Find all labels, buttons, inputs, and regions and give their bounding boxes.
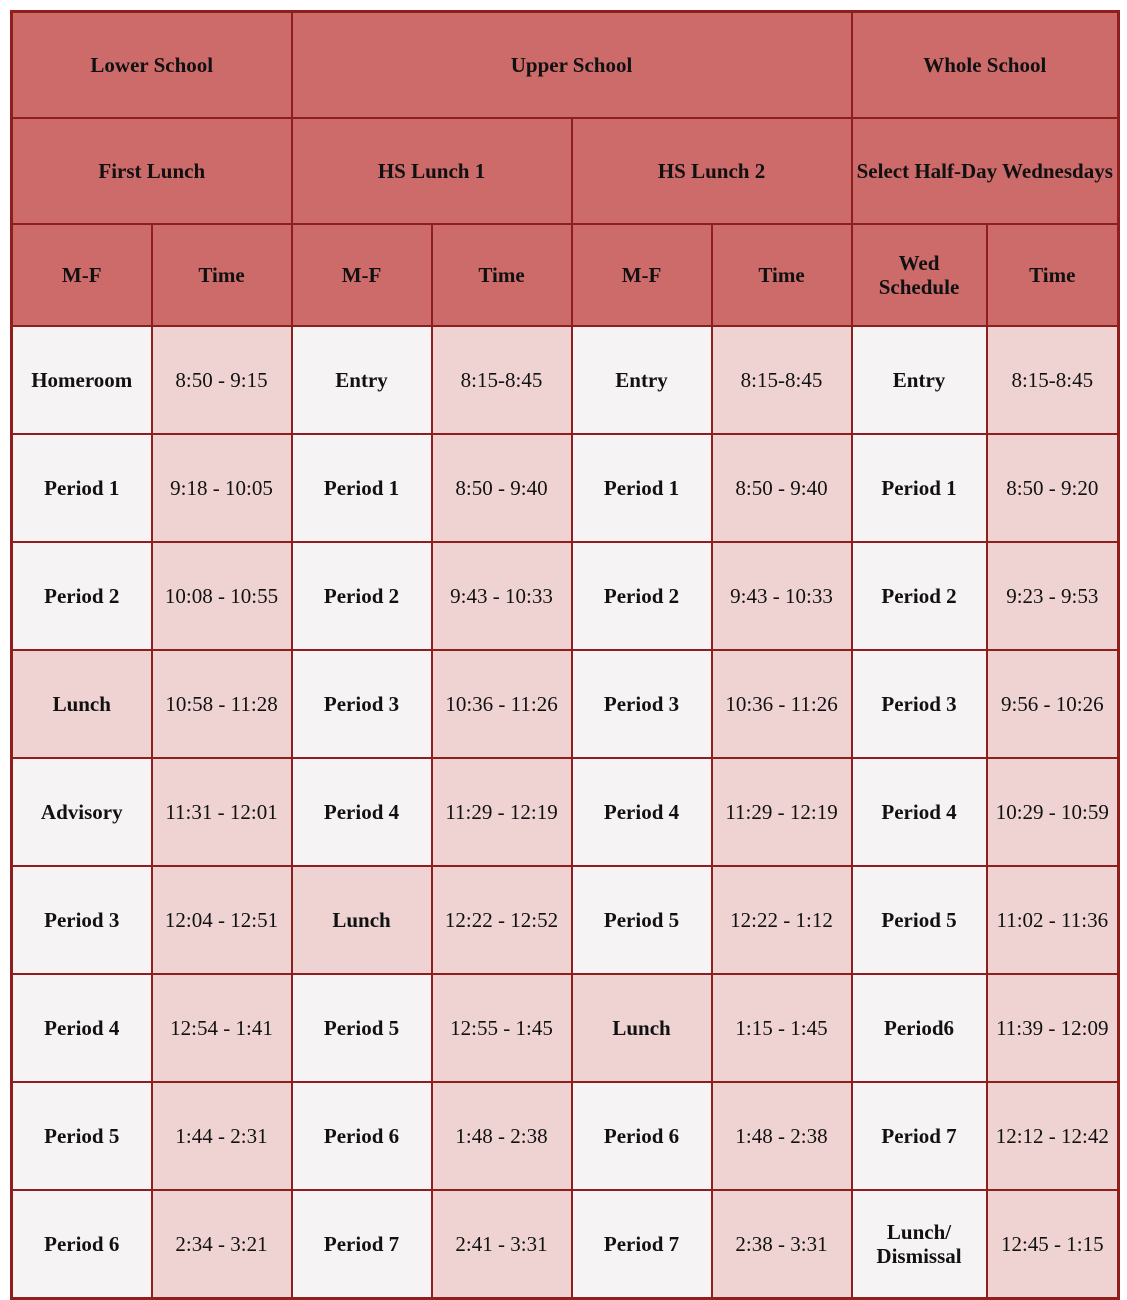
cell-r7c0: Period 5 [12,1082,152,1190]
cell-r3c5: 10:36 - 11:26 [712,650,852,758]
cell-r6c0: Period 4 [12,974,152,1082]
cell-r4c1: 11:31 - 12:01 [152,758,292,866]
cell-r5c5: 12:22 - 1:12 [712,866,852,974]
cell-r2c6: Period 2 [852,542,987,650]
cell-r3c2: Period 3 [292,650,432,758]
cell-r6c3: 12:55 - 1:45 [432,974,572,1082]
cell-r2c0: Period 2 [12,542,152,650]
column-header-6: Wed Schedule [852,224,987,326]
column-header-0: M-F [12,224,152,326]
cell-r5c3: 12:22 - 12:52 [432,866,572,974]
cell-r4c3: 11:29 - 12:19 [432,758,572,866]
cell-r0c1: 8:50 - 9:15 [152,326,292,434]
cell-r2c4: Period 2 [572,542,712,650]
cell-r1c6: Period 1 [852,434,987,542]
column-header-2: M-F [292,224,432,326]
cell-r1c3: 8:50 - 9:40 [432,434,572,542]
table-row [12,650,1119,758]
table-row [12,758,1119,866]
cell-r0c7: 8:15-8:45 [987,326,1119,434]
cell-r7c5: 1:48 - 2:38 [712,1082,852,1190]
cell-r4c5: 11:29 - 12:19 [712,758,852,866]
cell-r8c4: Period 7 [572,1190,712,1299]
cell-r7c3: 1:48 - 2:38 [432,1082,572,1190]
cell-r6c6: Period6 [852,974,987,1082]
top-band-row [12,12,1119,119]
cell-r5c0: Period 3 [12,866,152,974]
cell-r0c2: Entry [292,326,432,434]
table-header [12,12,1119,327]
cell-r5c1: 12:04 - 12:51 [152,866,292,974]
cell-r7c2: Period 6 [292,1082,432,1190]
column-header-row [12,224,1119,326]
cell-r3c3: 10:36 - 11:26 [432,650,572,758]
column-header-1: Time [152,224,292,326]
table-body [12,326,1119,1299]
band-lower-school: Lower School [12,12,292,119]
cell-r4c6: Period 4 [852,758,987,866]
cell-r2c2: Period 2 [292,542,432,650]
cell-r6c5: 1:15 - 1:45 [712,974,852,1082]
cell-r5c2: Lunch [292,866,432,974]
column-header-7: Time [987,224,1119,326]
bell-schedule-table [10,10,1120,1300]
sub-band-row [12,118,1119,224]
cell-r4c0: Advisory [12,758,152,866]
cell-r2c1: 10:08 - 10:55 [152,542,292,650]
cell-r0c3: 8:15-8:45 [432,326,572,434]
cell-r7c7: 12:12 - 12:42 [987,1082,1119,1190]
cell-r6c7: 11:39 - 12:09 [987,974,1119,1082]
table-row [12,1082,1119,1190]
cell-r0c6: Entry [852,326,987,434]
cell-r7c1: 1:44 - 2:31 [152,1082,292,1190]
cell-r1c0: Period 1 [12,434,152,542]
cell-r2c7: 9:23 - 9:53 [987,542,1119,650]
cell-r0c4: Entry [572,326,712,434]
table-row [12,542,1119,650]
cell-r7c4: Period 6 [572,1082,712,1190]
cell-r5c4: Period 5 [572,866,712,974]
cell-r3c1: 10:58 - 11:28 [152,650,292,758]
band-upper-school: Upper School [292,12,852,119]
cell-r1c4: Period 1 [572,434,712,542]
cell-r3c7: 9:56 - 10:26 [987,650,1119,758]
table-row [12,434,1119,542]
cell-r1c5: 8:50 - 9:40 [712,434,852,542]
cell-r3c6: Period 3 [852,650,987,758]
cell-r6c2: Period 5 [292,974,432,1082]
cell-r3c0: Lunch [12,650,152,758]
subband-hs-lunch-2: HS Lunch 2 [572,118,852,224]
cell-r8c2: Period 7 [292,1190,432,1299]
cell-r8c6: Lunch/ Dismissal [852,1190,987,1299]
table-row [12,974,1119,1082]
cell-r4c4: Period 4 [572,758,712,866]
cell-r4c2: Period 4 [292,758,432,866]
cell-r8c1: 2:34 - 3:21 [152,1190,292,1299]
subband-first-lunch: First Lunch [12,118,292,224]
subband-select-half-day-wednesdays: Select Half-Day Wednesdays [852,118,1119,224]
cell-r8c3: 2:41 - 3:31 [432,1190,572,1299]
cell-r4c7: 10:29 - 10:59 [987,758,1119,866]
cell-r3c4: Period 3 [572,650,712,758]
cell-r8c0: Period 6 [12,1190,152,1299]
cell-r1c7: 8:50 - 9:20 [987,434,1119,542]
cell-r8c7: 12:45 - 1:15 [987,1190,1119,1299]
cell-r0c0: Homeroom [12,326,152,434]
cell-r8c5: 2:38 - 3:31 [712,1190,852,1299]
cell-r1c2: Period 1 [292,434,432,542]
cell-r5c7: 11:02 - 11:36 [987,866,1119,974]
table-row [12,1190,1119,1299]
subband-hs-lunch-1: HS Lunch 1 [292,118,572,224]
cell-r6c4: Lunch [572,974,712,1082]
cell-r6c1: 12:54 - 1:41 [152,974,292,1082]
column-header-3: Time [432,224,572,326]
table-row [12,326,1119,434]
band-whole-school: Whole School [852,12,1119,119]
cell-r1c1: 9:18 - 10:05 [152,434,292,542]
column-header-4: M-F [572,224,712,326]
cell-r7c6: Period 7 [852,1082,987,1190]
cell-r5c6: Period 5 [852,866,987,974]
table-row [12,866,1119,974]
cell-r0c5: 8:15-8:45 [712,326,852,434]
column-header-5: Time [712,224,852,326]
cell-r2c3: 9:43 - 10:33 [432,542,572,650]
cell-r2c5: 9:43 - 10:33 [712,542,852,650]
